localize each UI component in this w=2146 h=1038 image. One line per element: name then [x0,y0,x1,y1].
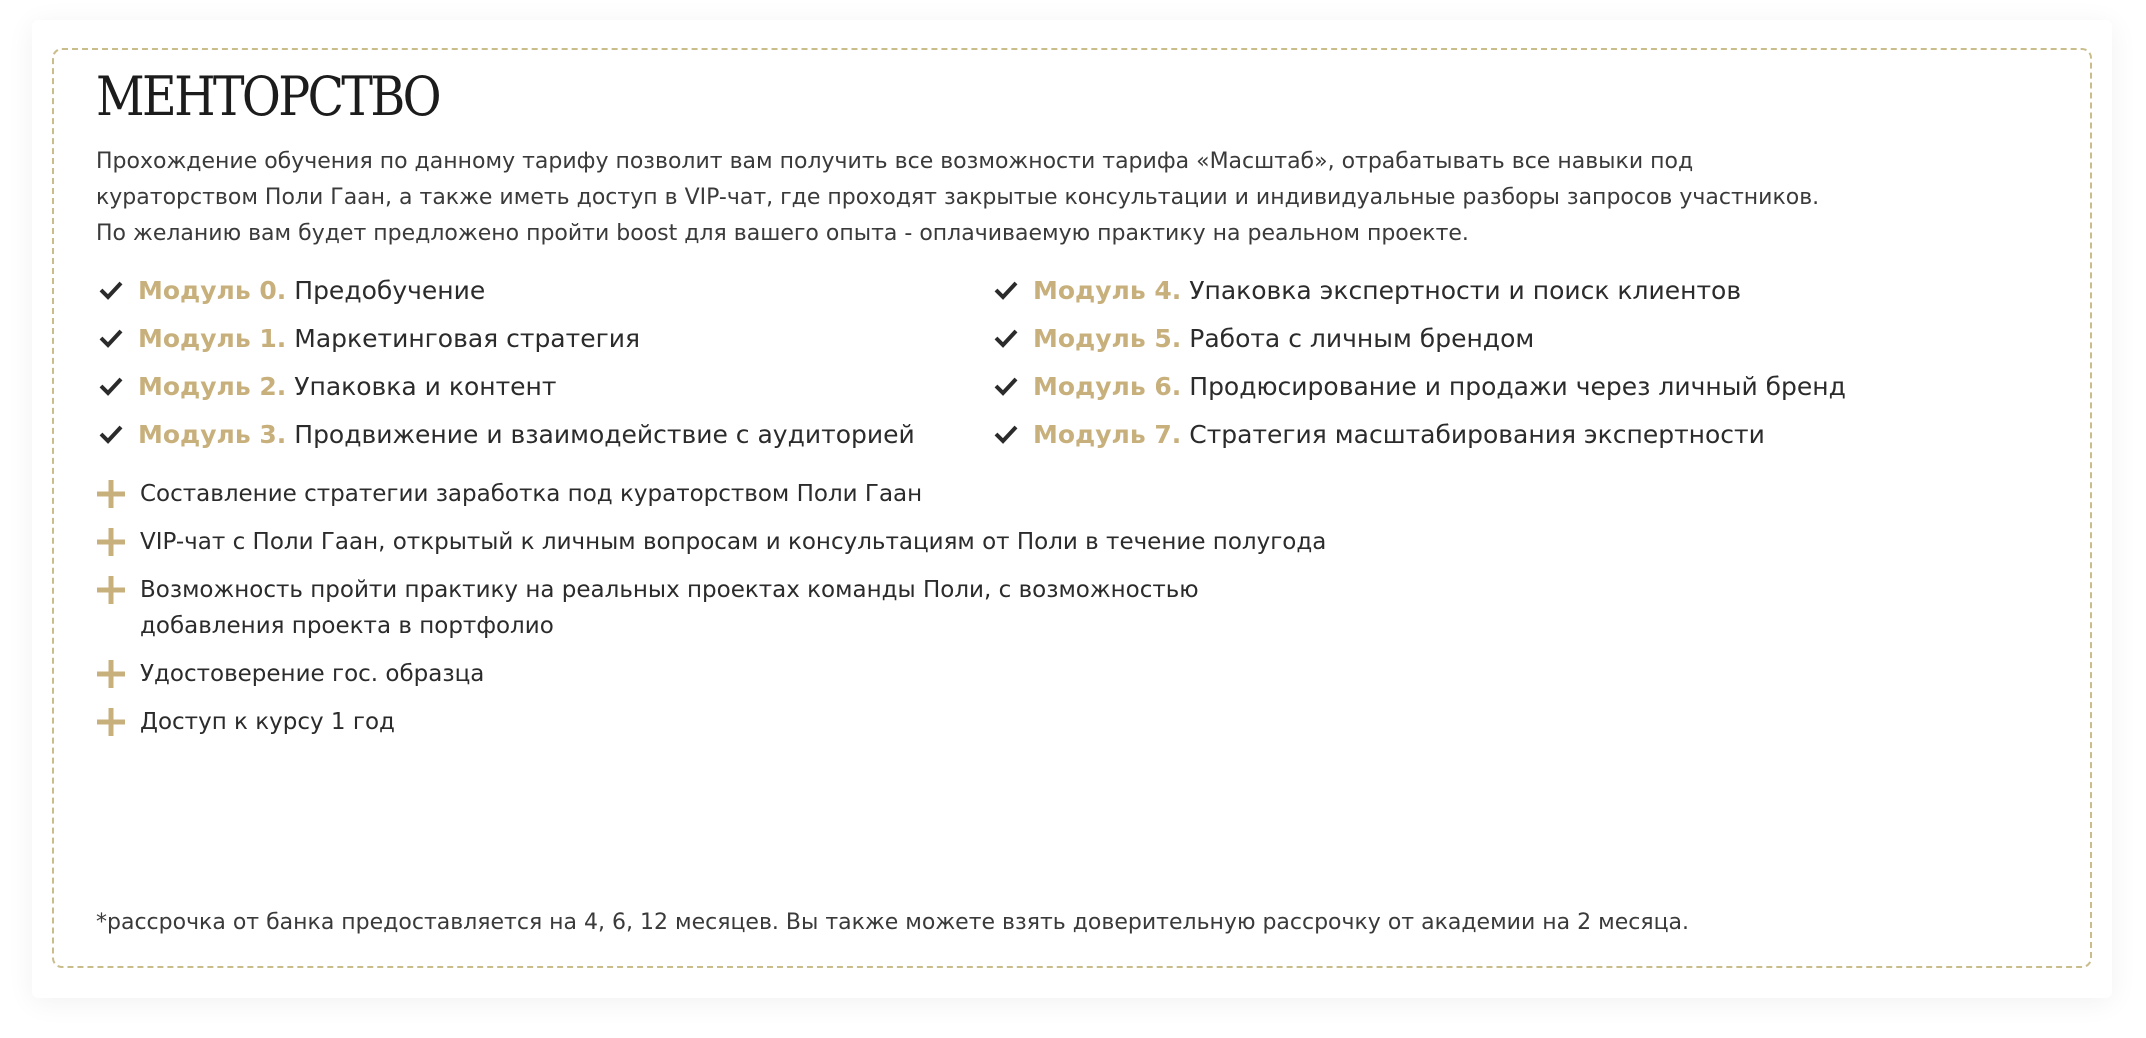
plus-icon [96,524,126,560]
description-line-2: кураторством Поли Гаан, а также иметь доступ в VIP-чат, где проходят закрытые консультации и индивидуальные разборы запросов участников. [96,185,1820,210]
plus-icon [96,704,126,740]
bonus-text-line: Возможность пройти практику на реальных проектах команды Поли, с возможностью [140,577,1199,603]
bonus-list [96,476,2072,740]
module-list [96,266,2072,458]
module-number: Модуль 0. [138,275,287,305]
bonus-item [96,524,2072,560]
tariff-card [32,20,2112,998]
module-name: Работа с личным брендом [1189,323,1535,353]
module-item [991,314,1991,362]
tariff-title: МЕНТОРСТВО [96,65,439,128]
module-number: Модуль 2. [138,371,287,401]
bonus-text-line: добавления проекта в портфолио [140,613,554,639]
module-name: Продюсирование и продажи через личный бренд [1189,371,1846,401]
module-number: Модуль 4. [1033,275,1182,305]
check-icon [991,323,1021,353]
description-line-1: Прохождение обучения по данному тарифу позволит вам получить все возможности тарифа «Масштаб», отрабатывать все навыки под [96,149,1694,174]
module-name: Предобучение [294,275,486,305]
bonus-text [140,704,1340,740]
check-icon [96,323,126,353]
bonus-text [140,524,1340,560]
module-item [991,362,1991,410]
module-item [96,266,991,314]
bonus-item [96,656,2072,692]
plus-icon [96,656,126,692]
card-content [96,65,2072,752]
bonus-text [140,656,1340,692]
check-icon [96,275,126,305]
module-name: Продвижение и взаимодействие с аудиторией [294,419,915,449]
module-name: Упаковка и контент [294,371,557,401]
check-icon [991,371,1021,401]
module-item [991,410,1991,458]
bonus-text-line: Составление стратегии заработка под кураторством Поли Гаан [140,481,923,507]
installment-footnote: *рассрочка от банка предоставляется на 4, 6, 12 месяцев. Вы также можете взять доверительную рассрочку от академии на 2 месяца. [96,910,1690,935]
module-name: Маркетинговая стратегия [294,323,640,353]
bonus-item [96,572,2072,644]
module-number: Модуль 5. [1033,323,1182,353]
bonus-text-line: VIP-чат с Поли Гаан, открытый к личным вопросам и консультациям от Поли в течение полугода [140,529,1327,555]
check-icon [991,275,1021,305]
module-item [96,314,991,362]
plus-icon [96,476,126,512]
bonus-text-line: Удостоверение гос. образца [140,661,485,687]
module-item [96,410,991,458]
module-item [991,266,1991,314]
bonus-text [140,572,1270,644]
bonus-text-line: Доступ к курсу 1 год [140,709,395,735]
check-icon [96,419,126,449]
tariff-description [96,144,2046,252]
module-number: Модуль 7. [1033,419,1182,449]
module-name: Стратегия масштабирования экспертности [1189,419,1765,449]
module-name: Упаковка экспертности и поиск клиентов [1189,275,1742,305]
module-number: Модуль 6. [1033,371,1182,401]
module-item [96,362,991,410]
module-number: Модуль 3. [138,419,287,449]
check-icon [991,419,1021,449]
bonus-text [140,476,1340,512]
check-icon [96,371,126,401]
bonus-item [96,704,2072,740]
bonus-item [96,476,2072,512]
module-number: Модуль 1. [138,323,287,353]
description-line-3: По желанию вам будет предложено пройти boost для вашего опыта - оплачиваемую практику на реальном проекте. [96,221,1469,246]
plus-icon [96,572,126,608]
